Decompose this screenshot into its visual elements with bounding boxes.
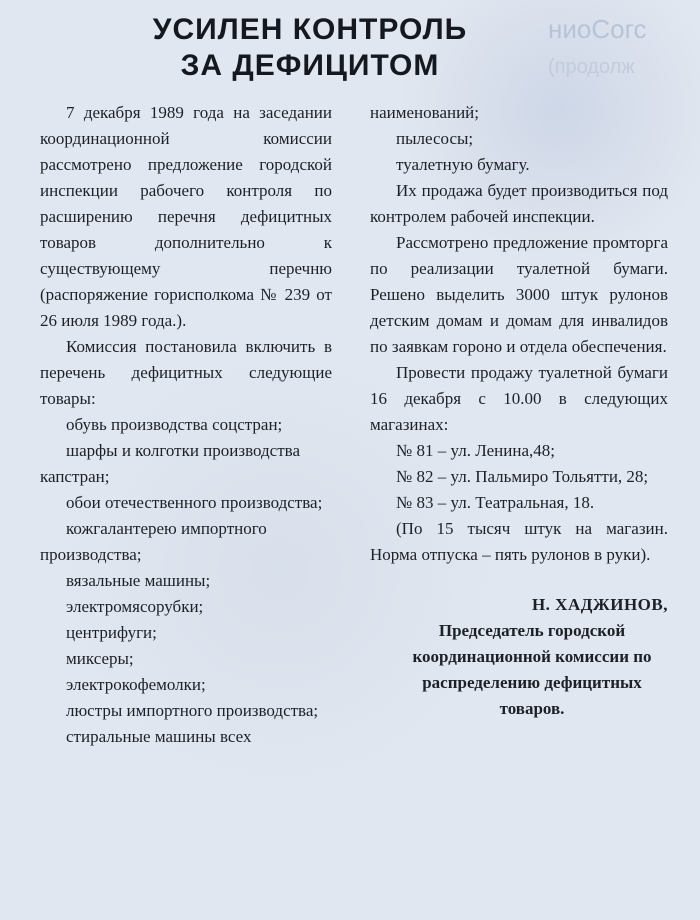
goods-item: центрифуги; bbox=[66, 623, 157, 642]
goods-item: кожгалантерею импортного производства; bbox=[40, 519, 267, 564]
paragraph-promtorg: Рассмотрено предложение промторга по реализации туалетной бумаги. Решено выделить 3000 штук рулонов детским домам и домам для инвалидов по заявкам гороно и отдела обеспечения. bbox=[370, 233, 668, 356]
author-position: Председатель городской координационной комиссии по распределению дефицитных товаров. bbox=[412, 621, 652, 718]
left-column bbox=[40, 100, 332, 750]
paragraph-control: Их продажа будет производиться под контролем рабочей инспекции. bbox=[370, 181, 668, 226]
goods-item: люстры импортного производства; bbox=[66, 701, 319, 720]
goods-item: электрокофемолки; bbox=[66, 675, 206, 694]
ghost-masthead-line2: (продолж bbox=[548, 56, 635, 78]
paragraph-sale: Провести продажу туалетной бумаги 16 декабря с 10.00 в следующих магазинах: bbox=[370, 363, 668, 434]
shop-item: № 81 – ул. Ленина,48; bbox=[396, 441, 555, 460]
goods-item: шарфы и колготки производства капстран; bbox=[40, 441, 300, 486]
paragraph-intro: 7 декабря 1989 года на заседании координационной комиссии рассмотрено предложение городской инспекции рабочего контроля по расширению перечня дефицитных товаров дополнительно к существующему перечню (распоряжение горисполкома № 239 от 26 июля 1989 года.). bbox=[40, 103, 332, 330]
goods-item: туалетную бумагу. bbox=[396, 155, 530, 174]
title-line-2: ЗА ДЕФИЦИТОМ bbox=[180, 49, 440, 82]
paragraph-norm: (По 15 тысяч штук на магазин. Норма отпуска – пять рулонов в руки). bbox=[370, 519, 668, 564]
title-line-1: УСИЛЕН КОНТРОЛЬ bbox=[152, 13, 468, 46]
goods-item: миксеры; bbox=[66, 649, 134, 668]
ghost-masthead-line1: ниоСогс bbox=[548, 14, 647, 44]
goods-item: стиральные машины всех bbox=[66, 727, 252, 746]
right-column bbox=[370, 100, 668, 722]
goods-item: электромясорубки; bbox=[66, 597, 204, 616]
goods-item: обувь производства соцстран; bbox=[66, 415, 283, 434]
paragraph-decision: Комиссия постановила включить в перечень дефицитных следующие товары: bbox=[40, 337, 332, 408]
shop-item: № 83 – ул. Театральная, 18. bbox=[396, 493, 595, 512]
shop-item: № 82 – ул. Пальмиро Тольятти, 28; bbox=[396, 467, 649, 486]
goods-item: пылесосы; bbox=[396, 129, 474, 148]
article-title bbox=[60, 12, 560, 84]
goods-item: вязальные машины; bbox=[66, 571, 211, 590]
author-signature: Н. ХАДЖИНОВ, bbox=[531, 595, 668, 614]
goods-item-continued: наименований; bbox=[370, 103, 480, 122]
goods-item: обои отечественного производства; bbox=[66, 493, 323, 512]
